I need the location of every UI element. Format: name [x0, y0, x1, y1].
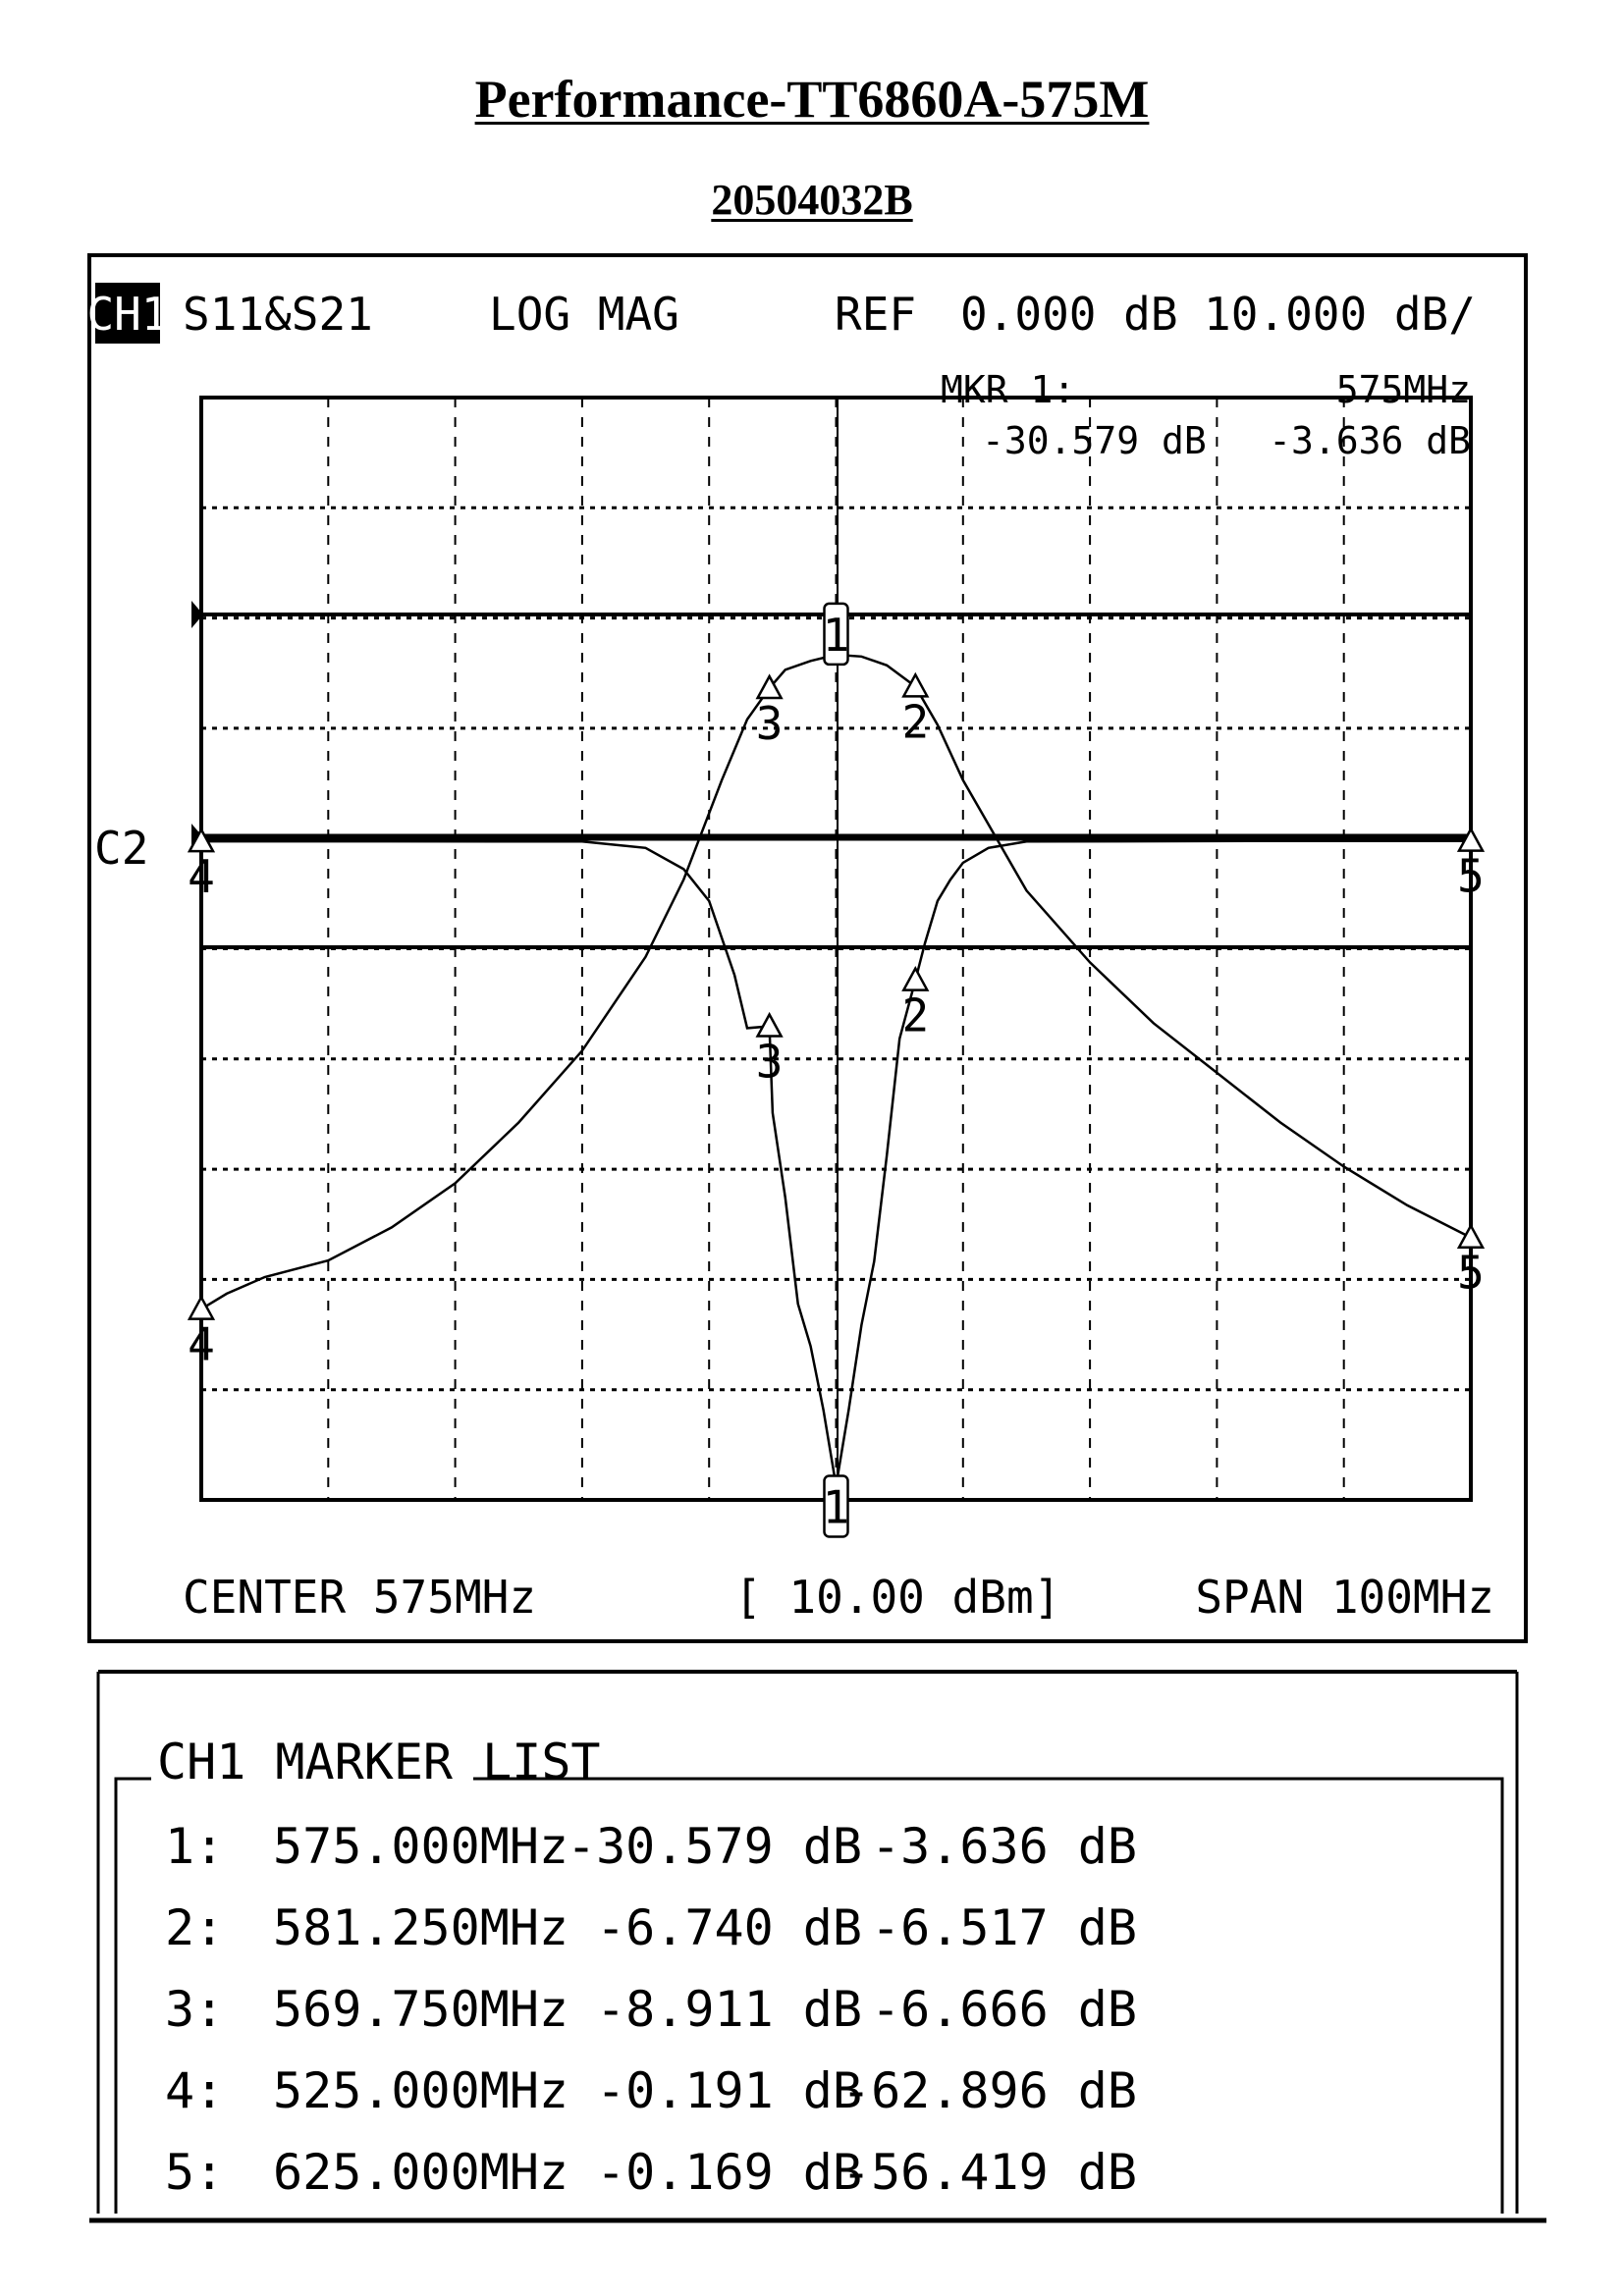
source-power: [ 10.00 dBm] — [734, 1571, 1061, 1624]
marker-row-freq: 569.750MHz — [273, 1981, 569, 2038]
span-value: SPAN 100MHz — [1195, 1571, 1494, 1624]
marker-4-s21-label: 4 — [188, 1317, 215, 1371]
marker-row-id: 4: — [165, 2062, 225, 2119]
marker-row-s11: -8.911 dB — [596, 1981, 862, 2038]
marker-row-s21: -3.636 dB — [871, 1818, 1137, 1875]
marker-3-s11-label: 3 — [755, 1035, 784, 1089]
marker-row-freq: 581.250MHz — [273, 1899, 569, 1956]
marker-row-s11: -0.169 dB — [596, 2144, 862, 2201]
marker-row-freq: 625.000MHz — [273, 2144, 569, 2201]
channel2-label: C2 — [94, 822, 149, 875]
marker-row-id: 1: — [165, 1818, 225, 1875]
param-label: S11&S21 — [183, 288, 373, 341]
marker-4-s11-label: 4 — [188, 850, 215, 904]
marker-readout-s21: -3.636 dB — [1269, 419, 1471, 462]
marker-row-id: 5: — [165, 2144, 225, 2201]
format-label: LOG MAG — [489, 288, 679, 341]
marker-3-s21-label: 3 — [755, 696, 784, 750]
marker-2-s21-label: 2 — [901, 695, 930, 749]
marker-4-s21-icon — [189, 1298, 213, 1319]
ref-label: REF — [835, 288, 917, 341]
marker-5-s21-label: 5 — [1457, 1246, 1485, 1300]
marker-readout-s11: -30.579 dB — [982, 419, 1207, 462]
marker-3-s11-icon — [758, 1014, 782, 1036]
marker-row-id: 3: — [165, 1981, 225, 2038]
channel-label: CH1 — [86, 288, 169, 341]
serial-number: 20504032B — [711, 176, 913, 224]
marker-list-title: CH1 MARKER LIST — [157, 1734, 601, 1790]
marker-2-s21-icon — [903, 674, 927, 696]
marker-row-s11: -30.579 dB — [566, 1818, 862, 1875]
marker-row-s11: -6.740 dB — [596, 1899, 862, 1956]
marker-readout-freq: 575MHz — [1335, 368, 1471, 411]
marker-row-s21: -56.419 dB — [840, 2144, 1137, 2201]
marker-row-freq: 575.000MHz — [273, 1818, 569, 1875]
marker-list — [165, 1818, 1137, 2201]
marker-1-s21-label: 1 — [822, 608, 850, 662]
center-frequency: CENTER 575MHz — [183, 1571, 537, 1624]
marker-row-s21: -6.517 dB — [871, 1899, 1137, 1956]
page-title: Performance-TT6860A-575M — [474, 70, 1150, 129]
marker-row-s21: -62.896 dB — [840, 2062, 1137, 2119]
marker-row-s21: -6.666 dB — [871, 1981, 1137, 2038]
marker-1-s11-label: 1 — [822, 1480, 850, 1534]
marker-2-s11-icon — [903, 969, 927, 990]
marker-5-s21-icon — [1459, 1226, 1483, 1248]
marker-row-s11: -0.191 dB — [596, 2062, 862, 2119]
marker-2-s11-label: 2 — [901, 988, 930, 1042]
marker-row-freq: 525.000MHz — [273, 2062, 569, 2119]
scale-value: 10.000 dB/ — [1204, 288, 1476, 341]
marker-5-s11-label: 5 — [1457, 849, 1485, 903]
marker-row-id: 2: — [165, 1899, 225, 1956]
ref-value: 0.000 dB — [960, 288, 1178, 341]
marker-readout-label: MKR 1: — [941, 368, 1076, 411]
marker-list-frame-left — [116, 1779, 151, 2214]
